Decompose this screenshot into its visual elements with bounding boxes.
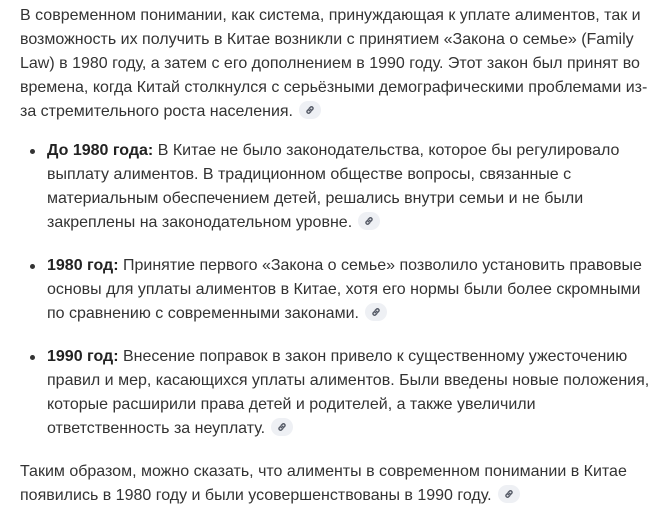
list-item	[47, 139, 650, 235]
points-list	[20, 139, 650, 441]
bullet-dot	[30, 149, 35, 154]
list-item	[47, 254, 650, 326]
link-icon	[503, 488, 515, 500]
item-term: 1980 год:	[47, 257, 119, 274]
source-link-button[interactable]	[271, 418, 293, 436]
source-link-button[interactable]	[299, 101, 321, 119]
list-item	[47, 345, 650, 441]
source-link-button[interactable]	[365, 303, 387, 321]
link-icon	[370, 306, 382, 318]
source-link-button[interactable]	[498, 485, 520, 503]
item-term: До 1980 года:	[47, 142, 154, 159]
link-icon	[304, 104, 316, 116]
link-icon	[363, 215, 375, 227]
intro-text: В современном понимании, как система, принуждающая к уплате алиментов, так и возможность их получить в Китае возникли с принятием «Закона о семье» (Family Law) в 1980 году, а затем с его дополнением в 1990 году. Этот закон был принят во времена, когда Китай столкнулся с серьёзными демографическими проблемами из-за стремительного роста населения.	[20, 7, 648, 120]
intro-paragraph	[20, 0, 650, 124]
item-text: Внесение поправок в закон привело к существенному ужесточению правил и мер, касающихся уплаты алиментов. Были введены новые положения, которые расширили права детей и родителей, а также увеличили ответственность за неуплату.	[47, 348, 650, 437]
link-icon	[276, 421, 288, 433]
item-text: Принятие первого «Закона о семье» позволило установить правовые основы для уплаты алиментов в Китае, хотя его нормы были более скромными по сравнению с современными законами.	[47, 257, 642, 322]
conclusion-paragraph	[20, 460, 650, 508]
bullet-dot	[30, 264, 35, 269]
bullet-dot	[30, 355, 35, 360]
source-link-button[interactable]	[358, 212, 380, 230]
item-text: В Китае не было законодательства, которое бы регулировало выплату алиментов. В традиционном обществе вопросы, связанные с материальным обеспечением детей, решались внутри семьи и не были закреплены на законодательном уровне.	[47, 142, 620, 231]
item-term: 1990 год:	[47, 348, 119, 365]
conclusion-text: Таким образом, можно сказать, что алименты в современном понимании в Китае появились в 1980 году и были усовершенствованы в 1990 году.	[20, 463, 627, 504]
